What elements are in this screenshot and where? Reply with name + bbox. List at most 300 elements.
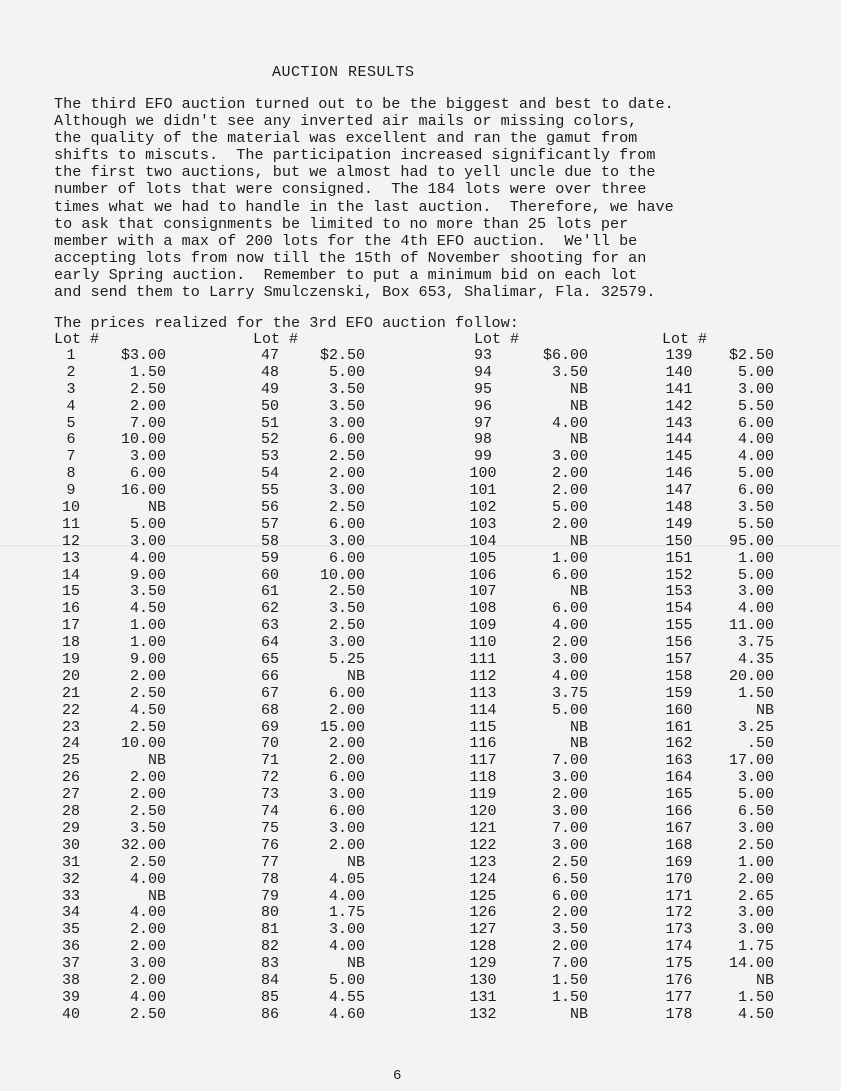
lot-number: 16 [61,600,80,618]
lot-number: 165 [665,786,693,804]
intro-paragraph [54,96,814,301]
lot-price: 3.00 [328,819,365,837]
column-header: Lot # [253,331,299,348]
paragraph-line: the quality of the material was excellent and ran the gamut from [54,129,638,148]
lot-number: 83 [260,955,279,973]
table-row [466,973,588,990]
table-row [54,517,166,534]
lot-price: 2.00 [328,465,365,483]
lot-number: 29 [61,819,80,837]
lot-price: 5.00 [328,363,365,381]
lot-number: 85 [260,988,279,1006]
lot-number: 64 [260,634,279,652]
table-row [253,635,365,652]
lot-price: 2.00 [551,904,588,922]
table-row [253,500,365,517]
table-row [253,601,365,618]
paragraph-line: times what we had to handle in the last auction. Therefore, we have [54,197,674,216]
table-row [662,889,774,906]
table-row [662,382,774,399]
lot-number: 1 [66,347,76,364]
lot-number: 169 [665,853,693,871]
lot-price: 16.00 [120,482,166,500]
lot-number: 2 [66,363,76,381]
lot-number: 39 [61,988,80,1006]
lot-price: 4.00 [328,938,365,956]
table-row [54,720,166,737]
paragraph-line: number of lots that were consigned. The 184 lots were over three [54,180,647,199]
lot-number: 117 [469,752,497,770]
lot-price: 6.00 [328,515,365,533]
lot-number: 113 [469,684,497,702]
lot-number: 146 [665,465,693,483]
table-row [253,652,365,669]
lot-number: 156 [665,634,693,652]
lot-price: 1.75 [737,938,774,956]
lot-number: 28 [61,803,80,821]
table-row [54,652,166,669]
lot-price: 3.50 [551,921,588,939]
lot-number: 24 [61,735,80,753]
lot-price: 3.00 [551,769,588,787]
table-row [253,466,365,483]
lot-number: 166 [665,803,693,821]
lot-number: 47 [260,347,279,364]
lot-price: NB [346,853,365,871]
table-row [253,534,365,551]
lot-price: 7.00 [551,752,588,770]
lot-price: 2.00 [129,769,166,787]
table-row [54,601,166,618]
lot-price: NB [569,397,588,415]
table-row [662,720,774,737]
lot-price: 2.00 [129,786,166,804]
lot-number: 176 [665,971,693,989]
column-header: Lot # [662,331,708,348]
lot-number: 125 [469,887,497,905]
lot-number: 130 [469,971,497,989]
lot-price: 6.00 [551,600,588,618]
lot-price: 2.00 [551,515,588,533]
lot-price: 20.00 [728,667,774,685]
lot-number: 118 [469,769,497,787]
lot-price: 4.50 [129,701,166,719]
table-row [466,551,588,568]
paragraph-line: to ask that consignments be limited to no more than 25 lots per [54,214,629,233]
lot-number: 164 [665,769,693,787]
table-row [466,517,588,534]
table-row [253,432,365,449]
lot-number: 99 [473,448,492,466]
lot-number: 48 [260,363,279,381]
lot-number: 27 [61,786,80,804]
table-row [466,365,588,382]
table-row [253,618,365,635]
prices-intro: The prices realized for the 3rd EFO auction follow: [54,314,519,332]
table-row [662,399,774,416]
table-row [466,399,588,416]
lot-number: 144 [665,431,693,449]
lot-number: 61 [260,583,279,601]
lot-price: 3.75 [551,684,588,702]
lot-price: NB [346,667,365,685]
lot-number: 73 [260,786,279,804]
table-row [54,973,166,990]
lot-number: 79 [260,887,279,905]
lot-number: 20 [61,667,80,685]
lot-price: 4.55 [328,988,365,1006]
lot-number: 75 [260,819,279,837]
lot-number: 139 [665,347,693,364]
table-row [253,821,365,838]
table-row [662,838,774,855]
lot-price: NB [147,887,166,905]
lot-number: 105 [469,549,497,567]
column-header: Lot # [54,331,100,348]
lot-number: 78 [260,870,279,888]
paragraph-line: shifts to miscuts. The participation increased significantly from [54,146,656,165]
table-row [253,703,365,720]
lot-number: 13 [61,549,80,567]
lot-number: 160 [665,701,693,719]
table-row [253,669,365,686]
table-row [466,838,588,855]
lot-price: 4.00 [129,904,166,922]
lot-price: 3.25 [737,718,774,736]
lot-price: $2.50 [319,347,365,364]
table-row [662,652,774,669]
lot-price: 5.00 [737,465,774,483]
lot-number: 154 [665,600,693,618]
lot-price: 5.50 [737,515,774,533]
lot-number: 71 [260,752,279,770]
table-row [662,618,774,635]
table-row [253,770,365,787]
table-row [466,618,588,635]
lot-number: 8 [66,465,76,483]
lot-price: NB [569,431,588,449]
lot-number: 63 [260,617,279,635]
table-row [253,720,365,737]
table-row [466,855,588,872]
table-row [253,872,365,889]
lot-number: 119 [469,786,497,804]
table-row [54,956,166,973]
page-number: 6 [393,1068,402,1084]
lot-number: 100 [469,465,497,483]
table-row [662,872,774,889]
lot-number: 150 [665,532,693,550]
lot-price: 2.00 [129,971,166,989]
lot-price: 2.50 [328,583,365,601]
lot-price: 1.00 [129,634,166,652]
lot-price: .50 [746,735,774,753]
table-row [253,939,365,956]
lot-number: 60 [260,566,279,584]
lot-number: 121 [469,819,497,837]
lot-price: 2.50 [129,718,166,736]
lot-price: 1.50 [129,363,166,381]
lot-number: 58 [260,532,279,550]
lot-price: 1.50 [737,988,774,1006]
lot-number: 68 [260,701,279,719]
lot-price: 4.00 [737,448,774,466]
table-row [466,584,588,601]
table-row [54,821,166,838]
lot-price: 6.00 [328,684,365,702]
lot-number: 18 [61,634,80,652]
table-row [253,568,365,585]
lot-price: 4.60 [328,1005,365,1023]
paragraph-line: accepting lots from now till the 15th of November shooting for an [54,248,647,267]
lot-price: 7.00 [129,414,166,432]
lot-number: 25 [61,752,80,770]
table-row [662,905,774,922]
lot-price: 3.50 [328,600,365,618]
lot-number: 52 [260,431,279,449]
lot-number: 104 [469,532,497,550]
table-row [54,686,166,703]
lot-number: 80 [260,904,279,922]
lot-price: 3.00 [129,532,166,550]
lot-price: 2.00 [328,752,365,770]
table-row [253,551,365,568]
lot-price: 3.00 [551,803,588,821]
lot-price: 1.00 [129,617,166,635]
lot-price: $3.00 [120,347,166,364]
lot-number: 23 [61,718,80,736]
lot-number: 158 [665,667,693,685]
table-row [54,990,166,1007]
lot-number: 143 [665,414,693,432]
lot-price: 3.00 [328,482,365,500]
table-row [466,1007,588,1024]
table-row [253,483,365,500]
lot-price: 3.00 [737,583,774,601]
table-row [466,720,588,737]
table-row [253,449,365,466]
lot-number: 109 [469,617,497,635]
lot-price: 9.00 [129,566,166,584]
lot-number: 10 [61,499,80,517]
table-row [54,466,166,483]
table-row [466,534,588,551]
table-row [466,872,588,889]
table-row [466,770,588,787]
table-row [662,736,774,753]
lot-price: 2.00 [551,482,588,500]
lot-number: 151 [665,549,693,567]
lot-number: 147 [665,482,693,500]
lot-price: 95.00 [728,532,774,550]
table-row [662,466,774,483]
lot-price: 3.00 [551,448,588,466]
lot-number: 5 [66,414,76,432]
lot-number: 149 [665,515,693,533]
lot-number: 155 [665,617,693,635]
table-row [253,990,365,1007]
lot-price: 2.50 [129,380,166,398]
lot-price: 9.00 [129,651,166,669]
lot-price: 10.00 [120,735,166,753]
lot-number: 49 [260,380,279,398]
table-row [662,686,774,703]
lot-price: 2.50 [328,448,365,466]
lot-number: 170 [665,870,693,888]
lot-number: 9 [66,482,76,500]
lot-number: 178 [665,1005,693,1023]
lot-price: 3.75 [737,634,774,652]
lot-number: 112 [469,667,497,685]
table-row [54,922,166,939]
table-row [253,855,365,872]
lot-price: 4.35 [737,651,774,669]
lot-price: 5.00 [737,786,774,804]
lot-number: 53 [260,448,279,466]
lot-price: 2.50 [551,853,588,871]
lot-number: 69 [260,718,279,736]
lot-number: 37 [61,955,80,973]
table-row [54,618,166,635]
lot-price: 6.00 [328,803,365,821]
lot-number: 51 [260,414,279,432]
table-row [54,939,166,956]
lot-price: NB [147,499,166,517]
lot-number: 103 [469,515,497,533]
lot-number: 111 [469,651,497,669]
lot-price: 3.00 [328,921,365,939]
table-row [662,551,774,568]
lot-price: 5.00 [328,971,365,989]
lot-number: 81 [260,921,279,939]
table-row [662,568,774,585]
lot-number: 4 [66,397,76,415]
lot-price: 3.00 [737,380,774,398]
table-row [662,855,774,872]
lot-number: 102 [469,499,497,517]
lot-price: 3.00 [328,634,365,652]
lot-number: 56 [260,499,279,517]
table-row [662,804,774,821]
table-row [662,787,774,804]
lot-number: 38 [61,971,80,989]
lot-price: 2.00 [551,634,588,652]
lot-number: 26 [61,769,80,787]
table-row [253,973,365,990]
lot-price: 3.00 [328,414,365,432]
lot-price: $2.50 [728,347,774,364]
table-row [253,753,365,770]
lot-number: 157 [665,651,693,669]
paragraph-line: and send them to Larry Smulczenski, Box 653, Shalimar, Fla. 32579. [54,283,656,302]
lot-number: 93 [473,347,492,364]
results-column-3 [466,331,588,1024]
lot-price: 2.00 [129,921,166,939]
lot-price: 1.00 [551,549,588,567]
lot-number: 131 [469,988,497,1006]
lot-number: 32 [61,870,80,888]
table-row [466,753,588,770]
lot-price: 2.50 [737,836,774,854]
lot-number: 11 [61,515,80,533]
table-row [253,416,365,433]
lot-number: 12 [61,532,80,550]
lot-number: 74 [260,803,279,821]
lot-number: 174 [665,938,693,956]
lot-number: 35 [61,921,80,939]
lot-number: 161 [665,718,693,736]
lot-number: 17 [61,617,80,635]
lot-number: 171 [665,887,693,905]
paragraph-line: member with a max of 200 lots for the 4th EFO auction. We'll be [54,231,638,250]
table-row [466,652,588,669]
lot-number: 54 [260,465,279,483]
lot-price: 2.00 [551,465,588,483]
lot-price: 2.65 [737,887,774,905]
table-row [662,703,774,720]
lot-price: 7.00 [551,955,588,973]
column-header: Lot # [474,331,520,348]
lot-number: 34 [61,904,80,922]
lot-number: 96 [473,397,492,415]
table-row [466,416,588,433]
lot-number: 106 [469,566,497,584]
lot-number: 173 [665,921,693,939]
lot-price: 6.00 [129,465,166,483]
lot-number: 129 [469,955,497,973]
lot-number: 22 [61,701,80,719]
lot-number: 6 [66,431,76,449]
lot-number: 14 [61,566,80,584]
table-row [466,736,588,753]
table-row [466,500,588,517]
lot-price: 3.00 [328,532,365,550]
table-row [54,736,166,753]
lot-number: 107 [469,583,497,601]
lot-number: 153 [665,583,693,601]
table-row [253,517,365,534]
lot-number: 30 [61,836,80,854]
lot-number: 65 [260,651,279,669]
lot-price: 5.00 [551,499,588,517]
lot-number: 66 [260,667,279,685]
lot-number: 15 [61,583,80,601]
lot-number: 148 [665,499,693,517]
table-row [662,973,774,990]
lot-price: 6.00 [328,769,365,787]
table-row [54,753,166,770]
lot-price: 2.50 [328,499,365,517]
page-title: AUCTION RESULTS [272,64,415,81]
lot-price: $6.00 [542,347,588,364]
lot-number: 126 [469,904,497,922]
lot-price: 3.50 [129,583,166,601]
lot-number: 152 [665,566,693,584]
table-row [54,534,166,551]
lot-price: 2.00 [551,786,588,804]
lot-price: 3.50 [737,499,774,517]
lot-price: 2.00 [328,836,365,854]
table-row [662,449,774,466]
table-row [662,517,774,534]
lot-price: 3.50 [328,397,365,415]
table-row [253,889,365,906]
lot-price: 2.00 [737,870,774,888]
lot-price: 6.50 [551,870,588,888]
table-row [662,416,774,433]
table-row [662,922,774,939]
lot-price: 7.00 [551,819,588,837]
